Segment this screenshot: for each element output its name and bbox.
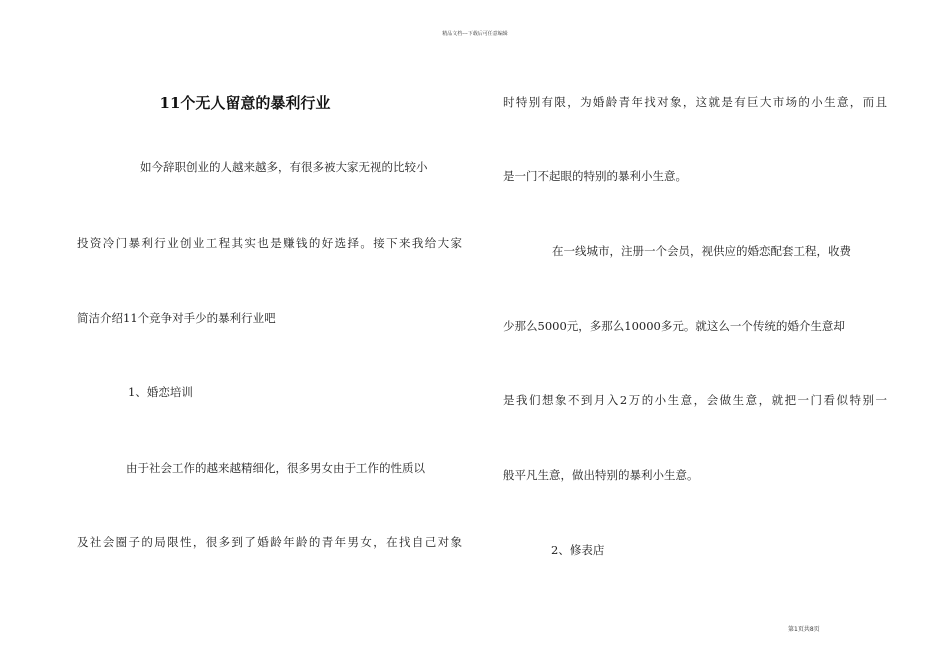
left-paragraph-line: 简洁介绍11个竞争对手少的暴利行业吧 — [77, 311, 276, 325]
section-heading: 1、婚恋培训 — [128, 385, 193, 399]
header-note: 精品文档---下载后可任意编辑 — [442, 31, 508, 37]
right-paragraph-line: 在一线城市，注册一个会员，视供应的婚恋配套工程，收费 — [552, 244, 851, 258]
right-paragraph-line: 少那么5000元，多那么10000多元。就这么一个传统的婚介生意却 — [503, 319, 845, 333]
section-heading: 2、修表店 — [551, 543, 605, 557]
right-paragraph-line: 是一门不起眼的特别的暴利小生意。 — [503, 169, 687, 183]
article-title: 11个无人留意的暴利行业 — [159, 94, 331, 112]
page-number: 第1页共8页 — [788, 626, 820, 633]
left-paragraph-line: 投资冷门暴利行业创业工程其实也是赚钱的好选择。接下来我给大家 — [77, 236, 462, 250]
left-paragraph-line: 如今辞职创业的人越来越多，有很多被大家无视的比较小 — [140, 160, 428, 174]
left-paragraph-line: 由于社会工作的越来越精细化，很多男女由于工作的性质以 — [126, 461, 425, 475]
right-paragraph-line: 是我们想象不到月入2万的小生意，会做生意，就把一门看似特别一 — [503, 393, 887, 407]
right-paragraph-line: 般平凡生意，做出特别的暴利小生意。 — [503, 468, 699, 482]
right-paragraph-line: 时特别有限，为婚龄青年找对象，这就是有巨大市场的小生意，而且 — [503, 95, 887, 109]
left-paragraph-line: 及社会圈子的局限性，很多到了婚龄年龄的青年男女，在找自己对象 — [77, 535, 462, 549]
